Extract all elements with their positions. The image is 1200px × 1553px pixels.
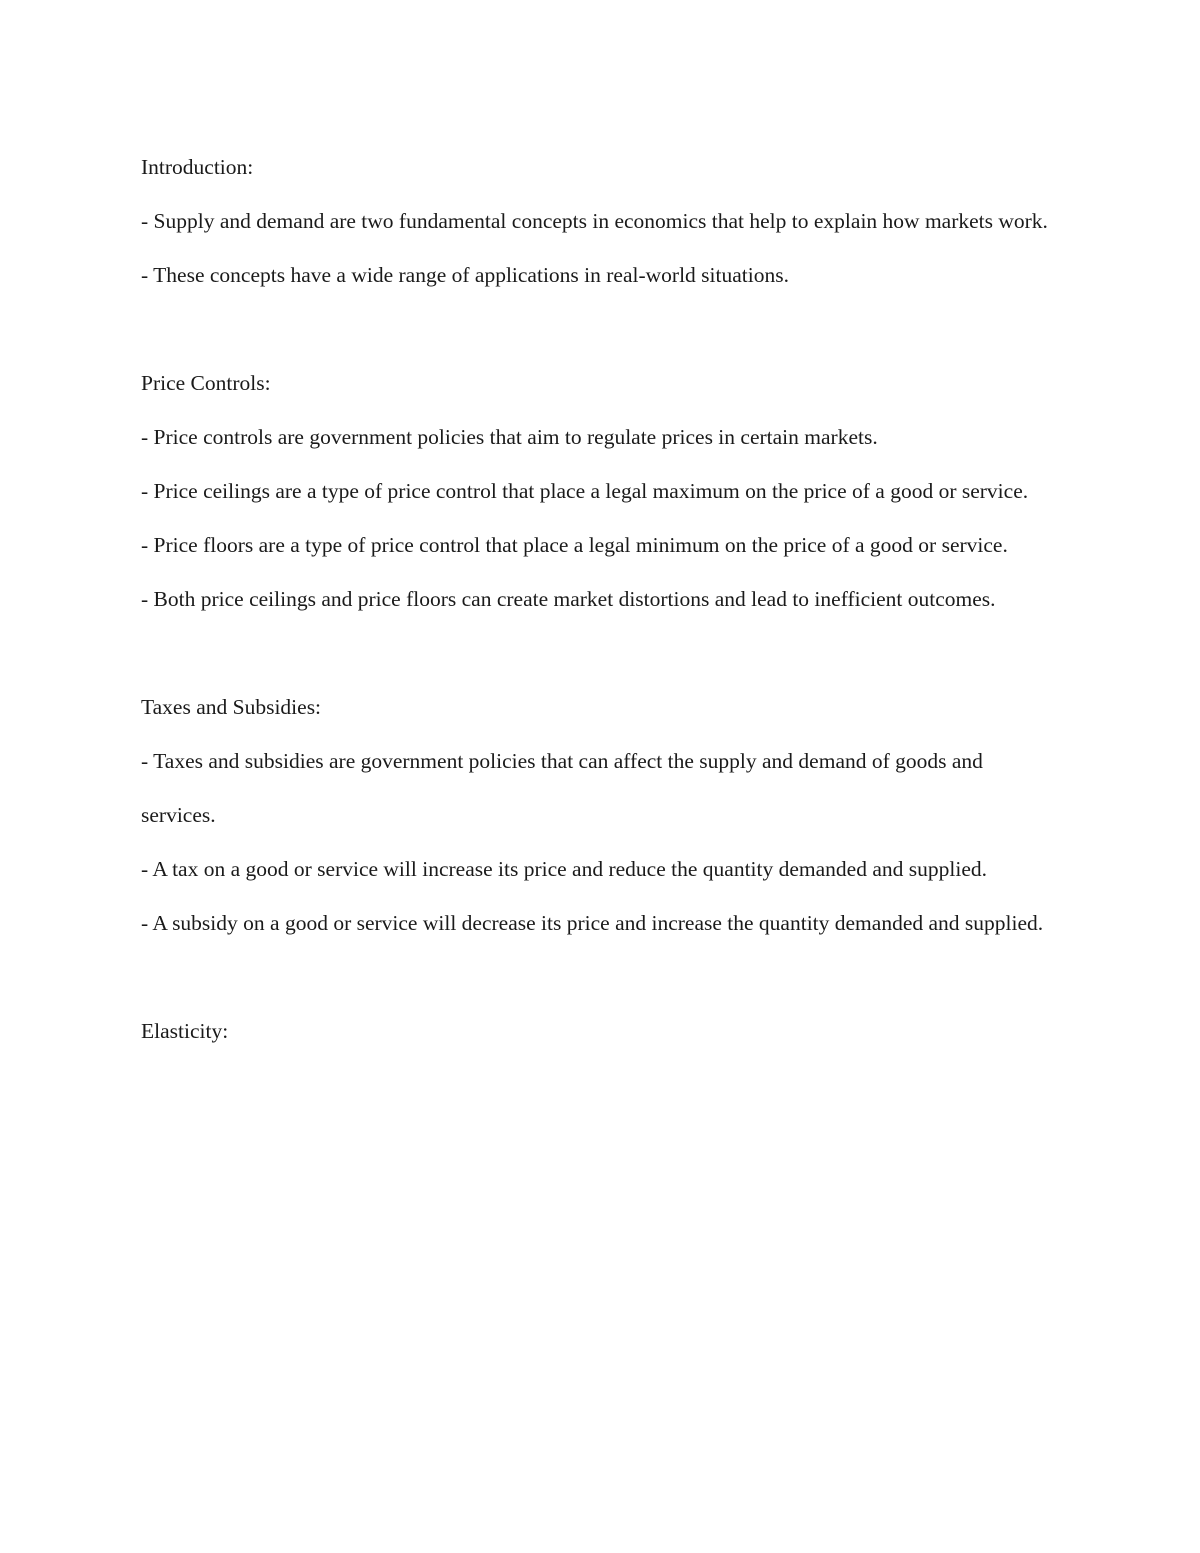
bullet-item: - Price floors are a type of price control that place a legal minimum on the price of a good or service.: [141, 533, 1008, 557]
section-heading: Price Controls:: [141, 371, 271, 395]
bullet-item: - These concepts have a wide range of applications in real-world situations.: [141, 263, 789, 287]
document-body: [141, 140, 1051, 1058]
section-introduction: [141, 140, 1051, 302]
section-price-controls: [141, 356, 1051, 626]
bullet-item: - A subsidy on a good or service will decrease its price and increase the quantity demanded and supplied.: [141, 911, 1044, 935]
bullet-item: - Both price ceilings and price floors can create market distortions and lead to inefficient outcomes.: [141, 587, 996, 611]
section-heading: Introduction:: [141, 155, 254, 179]
section-heading: Elasticity:: [141, 1019, 229, 1043]
bullet-item: - A tax on a good or service will increase its price and reduce the quantity demanded and supplied.: [141, 857, 987, 881]
section-taxes-subsidies: [141, 680, 1051, 950]
bullet-item: - Supply and demand are two fundamental concepts in economics that help to explain how markets work.: [141, 209, 1048, 233]
bullet-item: - Taxes and subsidies are government policies that can affect the supply and demand of goods and services.: [141, 749, 983, 827]
paragraph-spacer: [141, 626, 1051, 680]
bullet-item: - Price controls are government policies that aim to regulate prices in certain markets.: [141, 425, 878, 449]
section-elasticity: [141, 1004, 1051, 1058]
paragraph-spacer: [141, 950, 1051, 1004]
section-heading: Taxes and Subsidies:: [141, 695, 322, 719]
paragraph-spacer: [141, 302, 1051, 356]
bullet-item: - Price ceilings are a type of price control that place a legal maximum on the price of a good or service.: [141, 479, 1029, 503]
